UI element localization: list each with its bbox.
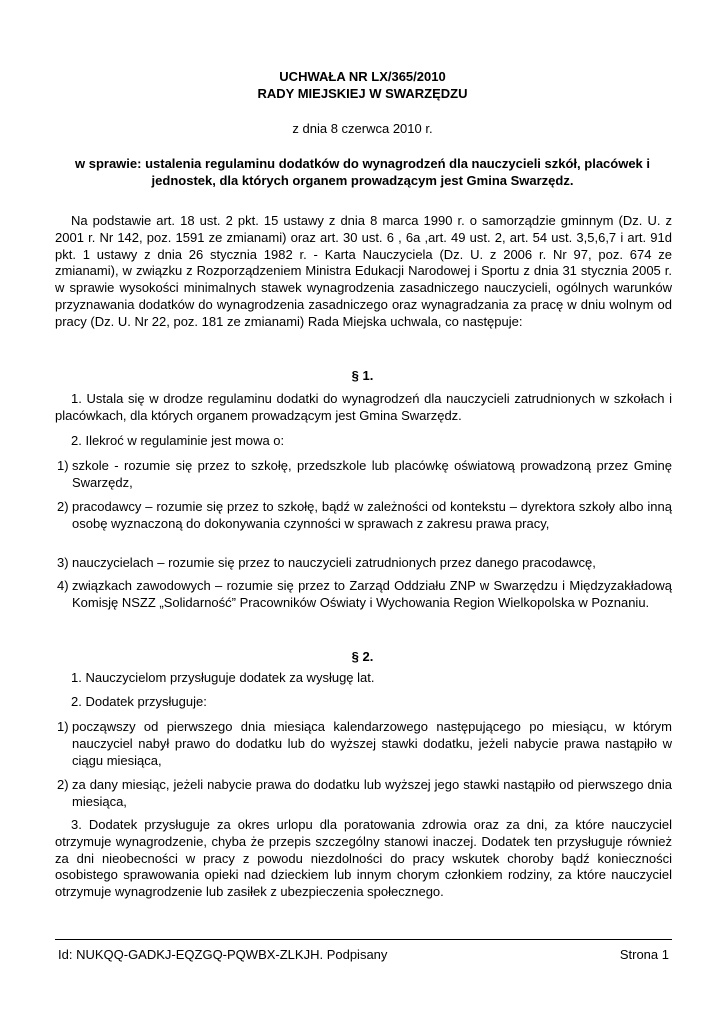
section-2-list-item bbox=[55, 719, 672, 769]
section-2-paragraph-2: 2. Dodatek przysługuje: bbox=[71, 694, 207, 709]
list-item-text: szkole - rozumie się przez to szkołę, przedszkole lub placówkę oświatową prowadzoną przez Gminę Swarzędz, bbox=[72, 458, 672, 490]
section-2-list-item bbox=[55, 777, 672, 811]
footer-divider bbox=[55, 939, 672, 940]
section-1-list-item bbox=[55, 458, 672, 492]
section-1-heading: § 1. bbox=[351, 368, 374, 383]
list-item-number: 1) bbox=[57, 458, 69, 473]
section-1-list-item bbox=[55, 555, 672, 572]
list-item-number: 2) bbox=[57, 777, 69, 792]
list-item-text: nauczycielach – rozumie się przez to nauczycieli zatrudnionych przez danego pracodawcę, bbox=[72, 555, 596, 570]
document-id: Id: NUKQQ-GADKJ-EQZGQ-PQWBX-ZLKJH. Podpisany bbox=[58, 947, 388, 962]
resolution-number: UCHWAŁA NR LX/365/2010 bbox=[279, 69, 446, 84]
section-2-heading: § 2. bbox=[351, 649, 374, 664]
list-item-text: za dany miesiąc, jeżeli nabycie prawa do dodatku lub wyższej jego stawki nastąpiło od pierwszego dnia miesiąca, bbox=[72, 777, 672, 809]
section-1-list-item bbox=[55, 499, 672, 533]
list-item-number: 2) bbox=[57, 499, 69, 514]
list-item-number: 1) bbox=[57, 719, 69, 734]
section-2-paragraph-1: 1. Nauczycielom przysługuje dodatek za wysługę lat. bbox=[71, 670, 375, 685]
list-item-text: począwszy od pierwszego dnia miesiąca kalendarzowego następującego po miesiącu, w którym nauczyciel nabył prawo do dodatku lub do wyższej stawki dodatku, jeżeli nabycie prawa nastąpiło w ciągu miesiąca, bbox=[72, 719, 672, 768]
list-item-number: 3) bbox=[57, 555, 69, 570]
section-1-paragraph-2: 2. Ilekroć w regulaminie jest mowa o: bbox=[71, 433, 285, 448]
resolution-subject: w sprawie: ustalenia regulaminu dodatków do wynagrodzeń dla nauczycieli szkół, placówek i jednostek, dla których organem prowadzącym jest Gmina Swarzędz. bbox=[74, 156, 651, 188]
preamble: Na podstawie art. 18 ust. 2 pkt. 15 ustawy z dnia 8 marca 1990 r. o samorządzie gminnym (Dz. U. z 2001 r. Nr 142, poz. 1591 ze zmianami) oraz art. 30 ust. 6 , 6a ,art. 49 ust. 2, art. 54 ust. 3,5,6,7 i art. 91d pkt. 1 ustawy z dnia 26 stycznia 1982 r. - Karta Nauczyciela (Dz. U. z 2006 r. Nr 97, poz. 674 ze zmianami), w związku z Rozporządzeniem Ministra Edukacji Narodowej i Sportu z dnia 31 stycznia 2005 r. w sprawie wysokości minimalnych stawek wynagrodzenia zasadniczego nauczycieli, ogólnych warunków przyznawania dodatków do wynagrodzenia zasadniczego oraz wynagradzania za pracę w dniu wolnym od pracy (Dz. U. Nr 22, poz. 181 ze zmianami) Rada Miejska uchwala, co następuje: bbox=[55, 213, 672, 329]
page-number: Strona 1 bbox=[619, 947, 669, 962]
list-item-text: związkach zawodowych – rozumie się przez to Zarząd Oddziału ZNP w Swarzędzu i Międzyzakładową Komisję NSZZ „Solidarność” Pracowników Oświaty i Wychowania Region Wielkopolska w Poznaniu. bbox=[72, 578, 672, 610]
list-item-text: pracodawcy – rozumie się przez to szkołę, bądź w zależności od kontekstu – dyrektora szkoły albo inną osobę wyznaczoną do dokonywania czynności w sprawach z zakresu prawa pracy, bbox=[72, 499, 672, 531]
list-item-number: 4) bbox=[57, 578, 69, 593]
section-1-paragraph-1: 1. Ustala się w drodze regulaminu dodatki do wynagrodzeń dla nauczycieli zatrudnionych w szkołach i placówkach, dla których organem prowadzącym jest Gmina Swarzędz. bbox=[55, 391, 672, 423]
council-name: RADY MIEJSKIEJ W SWARZĘDZU bbox=[257, 86, 468, 101]
section-1-list-item bbox=[55, 578, 672, 612]
resolution-date: z dnia 8 czerwca 2010 r. bbox=[292, 121, 433, 136]
section-2-paragraph-3: 3. Dodatek przysługuje za okres urlopu dla poratowania zdrowia oraz za dni, za które nauczyciel otrzymuje wynagrodzenie, chyba że przepis szczególny stanowi inaczej. Dodatek ten przysługuje również za dni nieobecności w pracy z powodu niezdolności do pracy wskutek choroby bądź konieczności osobistego sprawowania opieki nad dzieckiem lub innym chorym członkiem rodziny, za które nauczyciel otrzymuje wynagrodzenie lub zasiłek z ubezpieczenia społecznego. bbox=[55, 817, 672, 900]
